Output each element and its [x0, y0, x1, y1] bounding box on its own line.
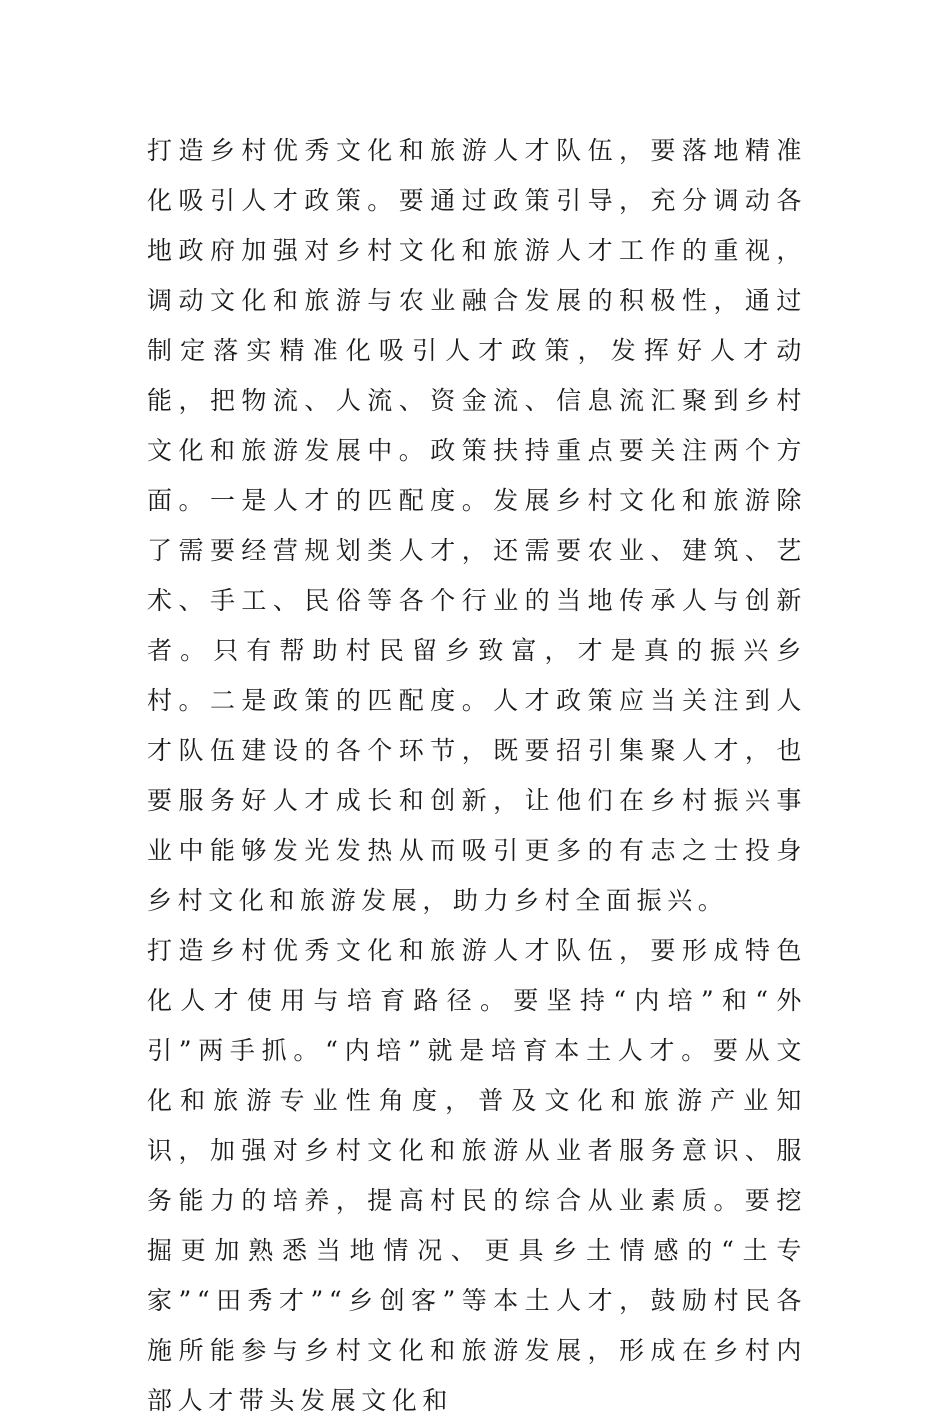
document-page: [147, 126, 807, 1426]
paragraph-talent-cultivation: 打造乡村优秀文化和旅游人才队伍，要形成特色化人才使用与培育路径。要坚持“内培”和“外引”两手抓。“内培”就是培育本土人才。要从文化和旅游专业性角度，普及文化和旅游产业知识，加强对乡村文化和旅游从业者服务意识、服务能力的培养，提高村民的综合从业素质。要挖掘更加熟悉当地情况、更具乡土情感的“土专家”“田秀才”“乡创客”等本土人才，鼓励村民各施所能参与乡村文化和旅游发展，形成在乡村内部人才带头发展文化和: [147, 936, 807, 1415]
paragraph-talent-policy: 打造乡村优秀文化和旅游人才队伍，要落地精准化吸引人才政策。要通过政策引导，充分调动各地政府加强对乡村文化和旅游人才工作的重视，调动文化和旅游与农业融合发展的积极性，通过制定落实精准化吸引人才政策，发挥好人才动能，把物流、人流、资金流、信息流汇聚到乡村文化和旅游发展中。政策扶持重点要关注两个方面。一是人才的匹配度。发展乡村文化和旅游除了需要经营规划类人才，还需要农业、建筑、艺术、手工、民俗等各个行业的当地传承人与创新者。只有帮助村民留乡致富，才是真的振兴乡村。二是政策的匹配度。人才政策应当关注到人才队伍建设的各个环节，既要招引集聚人才，也要服务好人才成长和创新，让他们在乡村振兴事业中能够发光发热从而吸引更多的有志之士投身乡村文化和旅游发展，助力乡村全面振兴。: [147, 136, 807, 915]
